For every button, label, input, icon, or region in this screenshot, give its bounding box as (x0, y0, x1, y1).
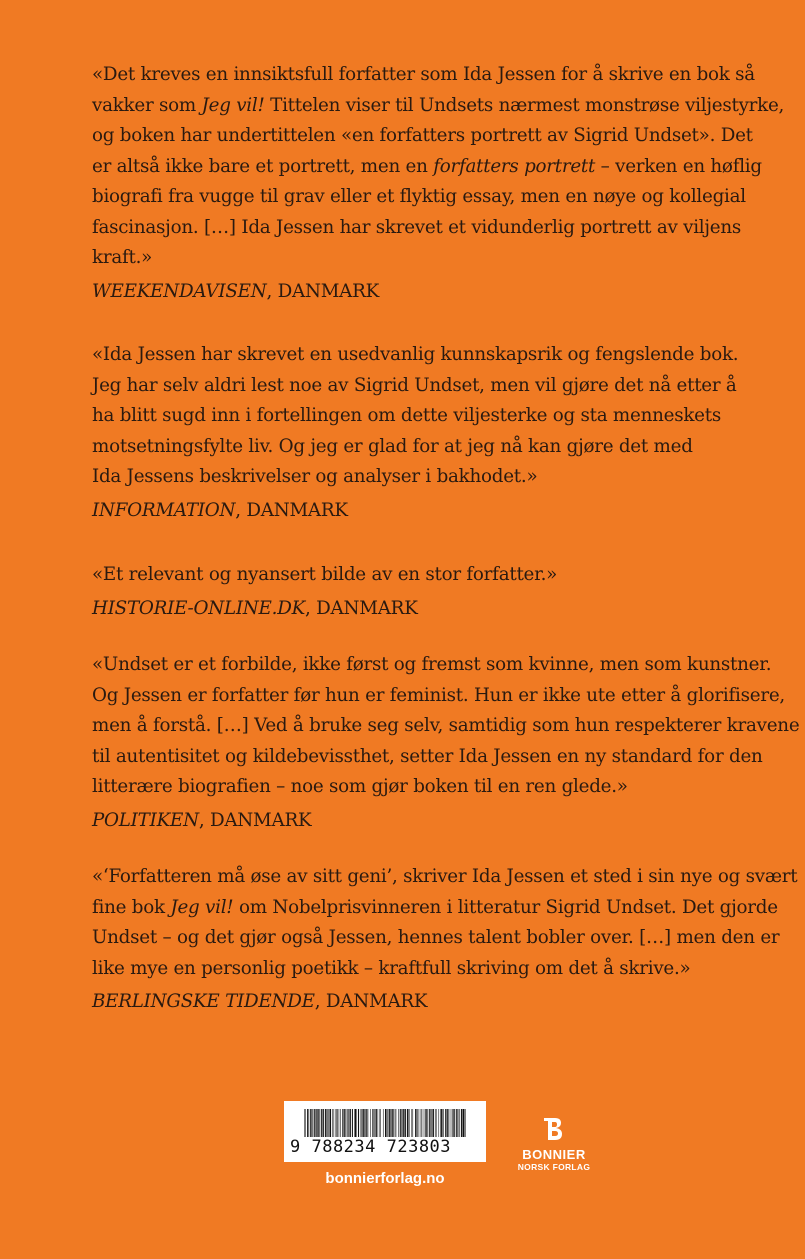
text-segment: «Det kreves en innsiktsfull forfatter som Ida Jessen for å skrive en bok så (92, 64, 755, 85)
text-segment: Ida Jessens beskrivelser og analyser i bakhodet.» (92, 466, 538, 487)
review-source (92, 496, 752, 527)
source-name: HISTORIE-ONLINE.DK (92, 597, 306, 619)
text-segment: ha blitt sugd inn i fortellingen om dette viljesterke og sta menneskets (92, 405, 721, 426)
source-country: , DANMARK (314, 991, 428, 1012)
review-line (92, 371, 752, 402)
review-line (92, 432, 752, 463)
review-information (92, 340, 752, 526)
text-segment: – verken en høflig (595, 155, 762, 177)
text-segment: «Undset er et forbilde, ikke først og fremst som kvinne, men som kunstner. (92, 654, 772, 675)
bonnier-b-icon (543, 1116, 565, 1142)
text-segment: Tittelen viser til Undsets nærmest monstrøse viljestyrke, (264, 94, 785, 116)
book-title: forfatters portrett (433, 155, 596, 177)
source-country: , DANMARK (235, 499, 348, 521)
text-segment: om Nobelprisvinneren i litteratur Sigrid Undset. Det gjorde (233, 896, 778, 918)
review-line (92, 182, 752, 213)
review-line (92, 462, 752, 493)
text-segment: «Et relevant og nyansert bilde av en stor forfatter.» (92, 564, 558, 585)
text-segment: like mye en personlig poetikk – kraftfull skriving om det å skrive.» (92, 957, 691, 979)
book-title: Jeg vil! (201, 94, 265, 116)
publisher-name: BONNIER (522, 1147, 586, 1162)
review-line (92, 772, 752, 803)
review-line (92, 213, 752, 244)
text-segment: vakker som (92, 94, 202, 116)
review-line (92, 60, 755, 91)
review-line (92, 711, 800, 742)
review-line (92, 954, 752, 985)
review-line (92, 121, 752, 152)
text-segment: kraft.» (92, 247, 153, 268)
review-source (92, 806, 752, 837)
review-line (92, 560, 752, 591)
publisher-logo (512, 1116, 596, 1172)
review-line (92, 893, 778, 924)
text-segment: fine bok (92, 896, 171, 918)
review-line (92, 923, 780, 954)
review-line (92, 401, 752, 432)
review-line (92, 91, 785, 122)
review-source (92, 987, 752, 1018)
source-country: , DANMARK (266, 280, 380, 302)
review-line (92, 340, 752, 371)
text-segment: Undset – og det gjør også Jessen, hennes talent bobler over. […] men den er (92, 927, 780, 948)
text-segment: biografi fra vugge til grav eller et flyktig essay, men en nøye og kollegial (92, 186, 746, 207)
text-segment: «Ida Jessen har skrevet en usedvanlig kunnskapsrik og fengslende bok. (92, 344, 739, 365)
text-segment: Jeg har selv aldri lest noe av Sigrid Undset, men vil gjøre det nå etter å (92, 374, 737, 396)
review-source (92, 594, 752, 625)
review-text (92, 340, 752, 493)
review-text (92, 862, 798, 984)
source-name: POLITIKEN (92, 809, 199, 831)
isbn-barcode (284, 1101, 486, 1162)
isbn-number: 9 788234 723803 (288, 1137, 484, 1157)
review-text (92, 560, 752, 591)
publisher-subname: NORSK FORLAG (517, 1162, 591, 1172)
review-line (92, 243, 752, 274)
text-segment: «‘Forfatteren må øse av sitt geni’, skriver Ida Jessen et sted i sin nye og svært (92, 866, 798, 887)
source-name: BERLINGSKE TIDENDE (92, 991, 315, 1012)
review-text (92, 650, 800, 803)
text-segment: litterære biografien – noe som gjør boken til en ren glede.» (92, 776, 628, 797)
review-line (92, 742, 763, 773)
review-text (92, 60, 785, 274)
review-line (92, 650, 772, 681)
review-historie-online (92, 560, 752, 624)
review-source (92, 277, 752, 308)
source-country: , DANMARK (305, 597, 418, 619)
review-berlingske (92, 862, 798, 1018)
source-country: , DANMARK (198, 809, 312, 831)
review-weekendavisen (92, 60, 785, 307)
review-politiken (92, 650, 800, 836)
book-title: Jeg vil! (170, 896, 234, 918)
review-line (92, 681, 785, 712)
text-segment: men å forstå. […] Ved å bruke seg selv, samtidig som hun respekterer kravene (92, 715, 800, 736)
text-segment: er altså ikke bare et portrett, men en (92, 155, 434, 177)
source-name: INFORMATION (92, 499, 236, 521)
review-line (92, 862, 798, 893)
review-line (92, 152, 762, 183)
text-segment: Og Jessen er forfatter før hun er feminist. Hun er ikke ute etter å glorifisere, (92, 684, 785, 706)
text-segment: til autentisitet og kildebevissthet, setter Ida Jessen en ny standard for den (92, 745, 763, 767)
text-segment: og boken har undertittelen «en forfatters portrett av Sigrid Undset». Det (92, 125, 753, 146)
publisher-website: bonnierforlag.no (325, 1170, 445, 1187)
text-segment: fascinasjon. […] Ida Jessen har skrevet et vidunderlig portrett av viljens (92, 216, 742, 238)
text-segment: motsetningsfylte liv. Og jeg er glad for at jeg nå kan gjøre det med (92, 435, 693, 457)
source-name: WEEKENDAVISEN (92, 280, 267, 302)
